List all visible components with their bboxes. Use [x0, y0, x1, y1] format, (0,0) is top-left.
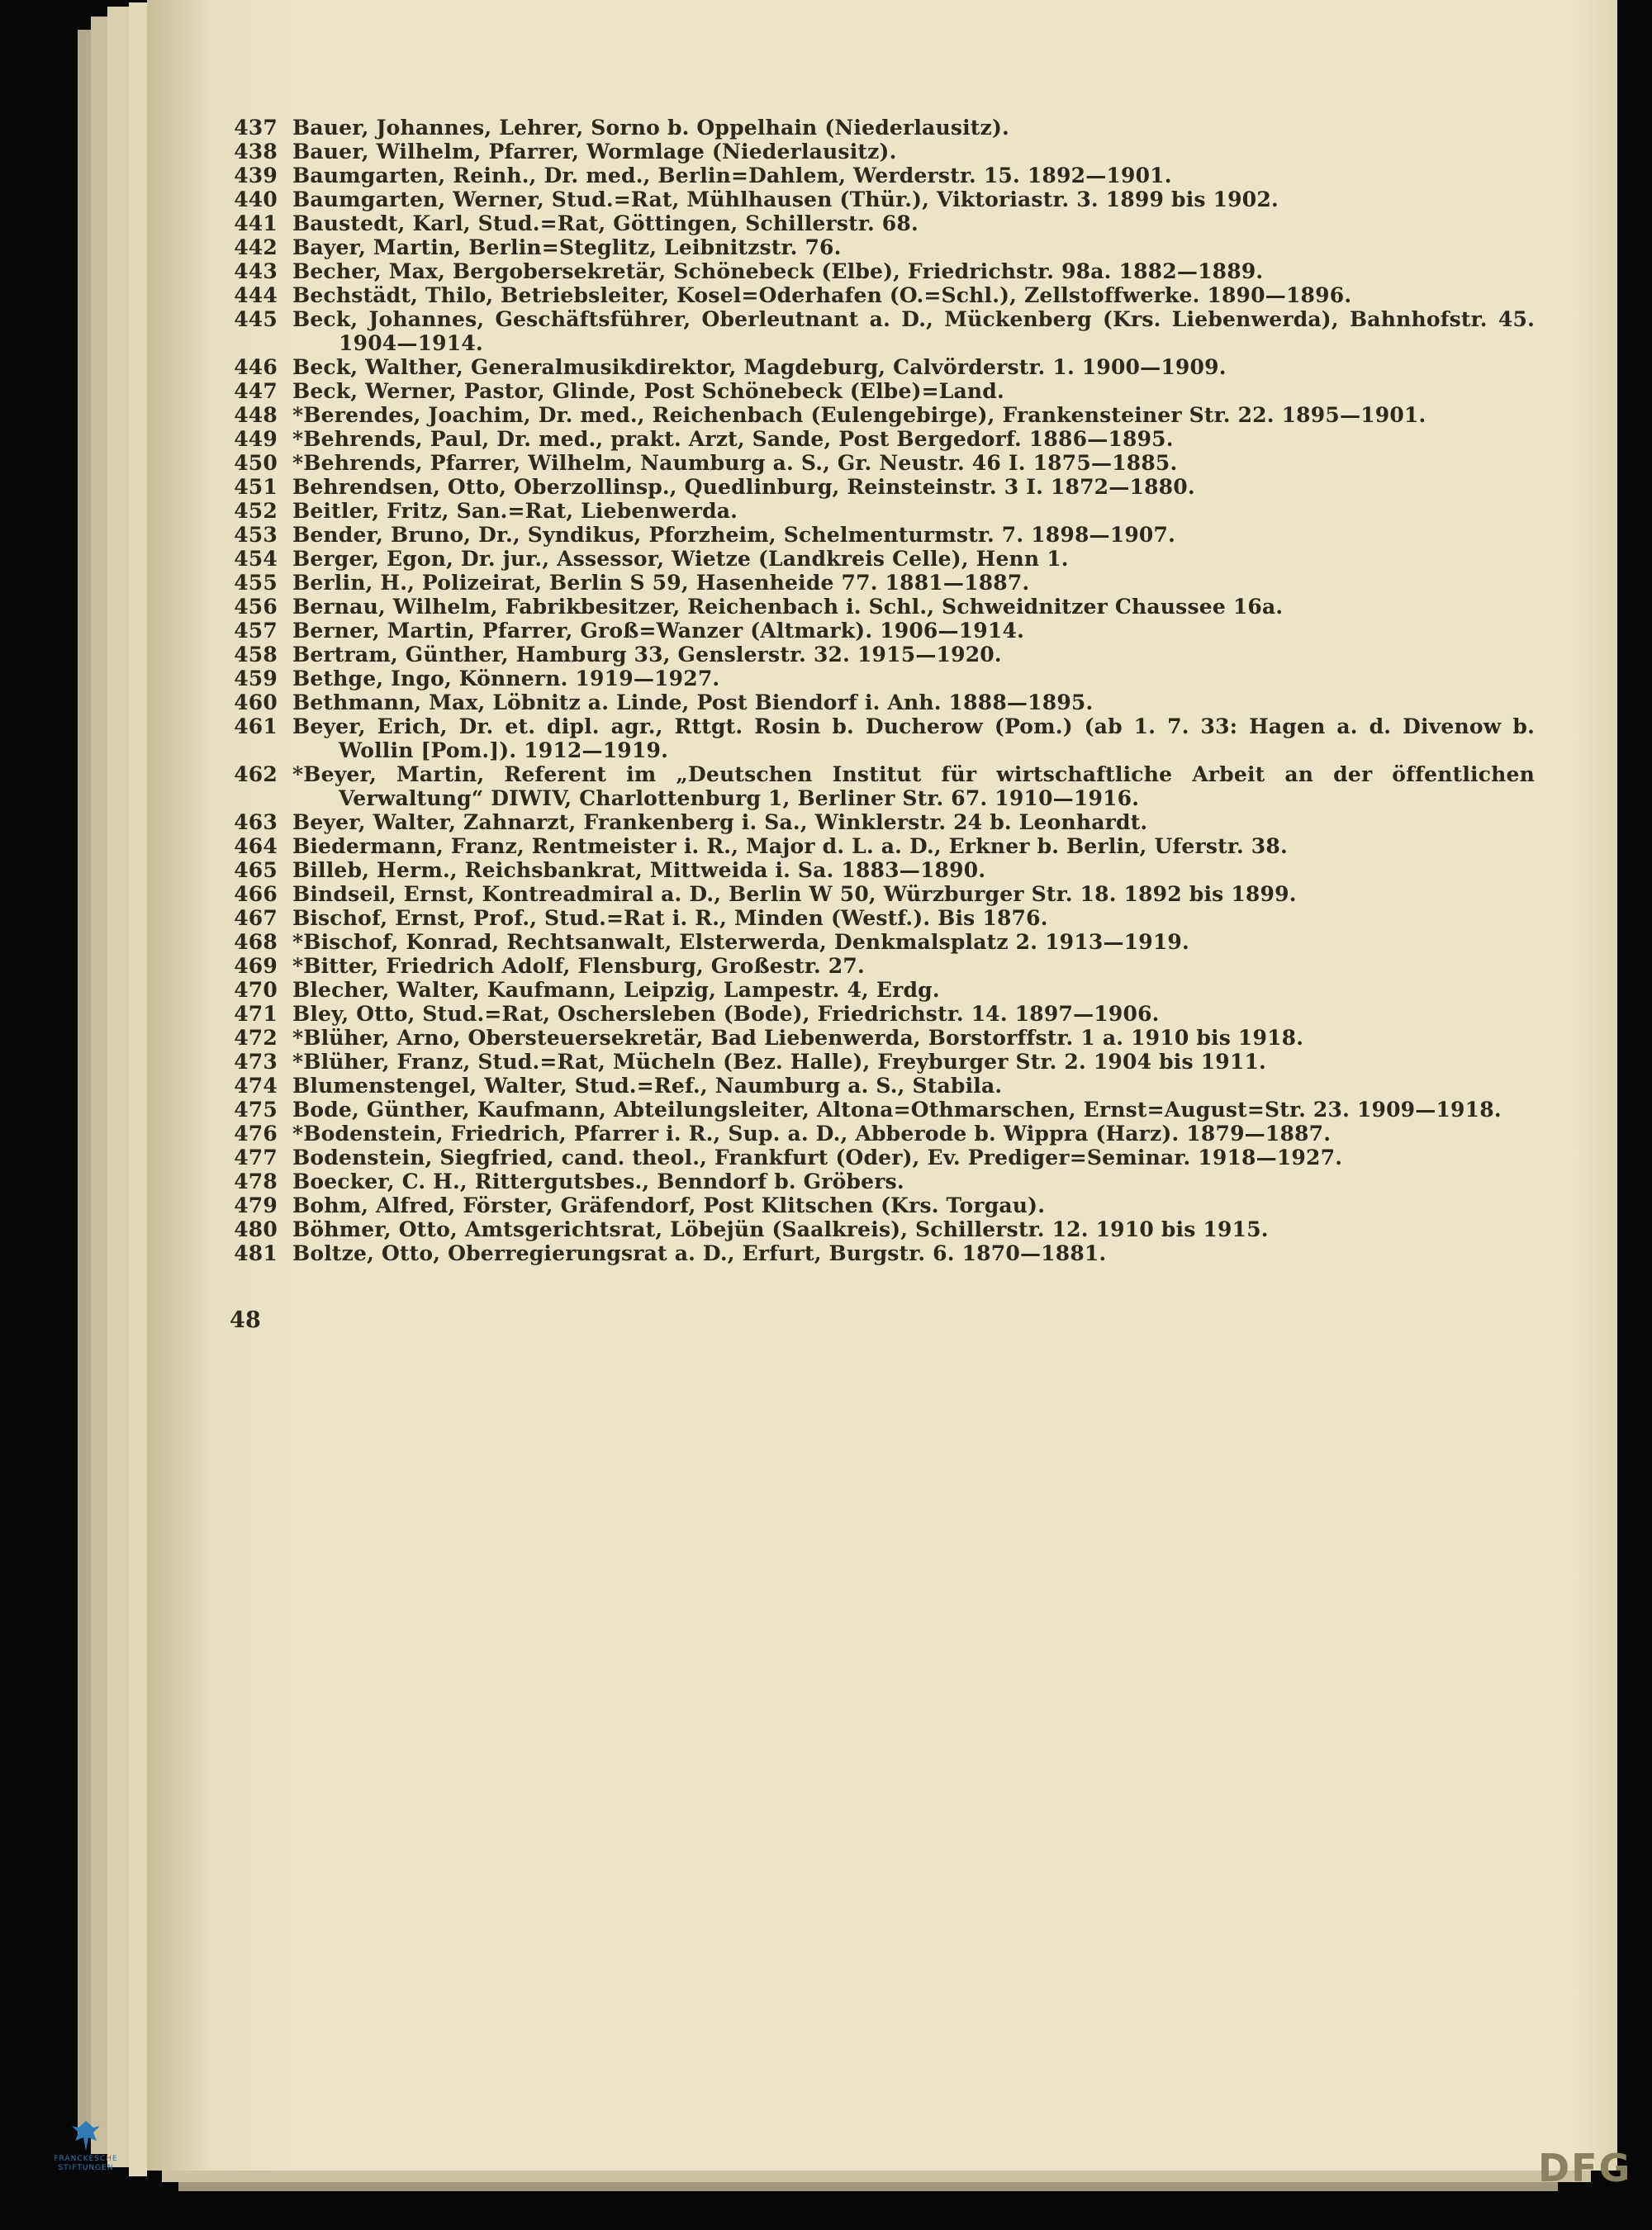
entry-number: 458	[234, 643, 278, 667]
entry-text: Bley, Otto, Stud.=Rat, Oschersleben (Bode), Friedrichstr. 14. 1897—1906.	[292, 1002, 1160, 1026]
entry-number: 464	[234, 834, 278, 858]
entry-text: Becher, Max, Bergobersekretär, Schönebeck (Elbe), Friedrichstr. 98a. 1882—1889.	[292, 259, 1264, 283]
entry-number: 448	[234, 403, 278, 427]
entry-text: Boecker, C. H., Rittergutsbes., Benndorf b. Gröbers.	[292, 1170, 904, 1193]
entry-number: 478	[234, 1170, 278, 1193]
entry-number: 455	[234, 571, 278, 595]
entry-number: 454	[234, 547, 278, 571]
entry-text: Böhmer, Otto, Amtsgerichtsrat, Löbejün (Saalkreis), Schillerstr. 12. 1910 bis 1915.	[292, 1217, 1269, 1241]
directory-entry	[230, 690, 1535, 714]
directory-entry	[230, 427, 1535, 451]
directory-entry	[230, 547, 1535, 571]
directory-listing	[230, 116, 1535, 1332]
entry-number: 465	[234, 858, 278, 882]
page-edge-bottom-2	[178, 2182, 1558, 2191]
entry-text: Bode, Günther, Kaufmann, Abteilungsleiter, Altona=Othmarschen, Ernst=August=Str. 23. 1909—1918.	[292, 1098, 1502, 1122]
entry-number: 449	[234, 427, 278, 451]
directory-entry	[230, 451, 1535, 475]
directory-entry	[230, 235, 1535, 259]
page-edge-stack-1	[78, 30, 91, 2137]
directory-entry	[230, 283, 1535, 307]
entry-text: Baumgarten, Werner, Stud.=Rat, Mühlhausen (Thür.), Viktoriastr. 3. 1899 bis 1902.	[292, 187, 1279, 211]
directory-entry	[230, 355, 1535, 379]
entry-number: 467	[234, 906, 278, 930]
entry-number: 475	[234, 1098, 278, 1122]
entry-text: *Bodenstein, Friedrich, Pfarrer i. R., Sup. a. D., Abberode b. Wippra (Harz). 1879—1887.	[292, 1122, 1332, 1146]
entry-number: 445	[234, 307, 278, 331]
entry-number: 437	[234, 116, 278, 140]
entry-text: *Bischof, Konrad, Rechtsanwalt, Elsterwerda, Denkmalsplatz 2. 1913—1919.	[292, 930, 1189, 954]
scanned-book-page	[147, 0, 1617, 2171]
entry-number: 463	[234, 810, 278, 834]
entry-number: 438	[234, 140, 278, 164]
directory-entry	[230, 475, 1535, 499]
directory-entry	[230, 1241, 1535, 1265]
entry-number: 473	[234, 1050, 278, 1074]
directory-entry	[230, 667, 1535, 690]
directory-entry	[230, 187, 1535, 211]
directory-entry	[230, 978, 1535, 1002]
directory-entry	[230, 1098, 1535, 1122]
directory-entry	[230, 882, 1535, 906]
entry-number: 462	[234, 762, 278, 786]
library-emblem-icon	[69, 2119, 103, 2152]
entry-text: Bauer, Wilhelm, Pfarrer, Wormlage (Niederlausitz).	[292, 140, 897, 164]
directory-entry	[230, 834, 1535, 858]
entry-text: Beyer, Walter, Zahnarzt, Frankenberg i. Sa., Winklerstr. 24 b. Leonhardt.	[292, 810, 1148, 834]
directory-entry	[230, 1002, 1535, 1026]
directory-entry	[230, 930, 1535, 954]
entry-list	[230, 116, 1535, 1265]
entry-text: Bethmann, Max, Löbnitz a. Linde, Post Biendorf i. Anh. 1888—1895.	[292, 690, 1094, 714]
entry-text: *Bitter, Friedrich Adolf, Flensburg, Großestr. 27.	[292, 954, 865, 978]
directory-entry	[230, 762, 1535, 810]
directory-entry	[230, 643, 1535, 667]
entry-text: Bayer, Martin, Berlin=Steglitz, Leibnitzstr. 76.	[292, 235, 842, 259]
entry-number: 442	[234, 235, 278, 259]
entry-number: 451	[234, 475, 278, 499]
entry-number: 446	[234, 355, 278, 379]
entry-text: Bodenstein, Siegfried, cand. theol., Frankfurt (Oder), Ev. Prediger=Seminar. 1918—1927.	[292, 1146, 1343, 1170]
entry-text: Boltze, Otto, Oberregierungsrat a. D., Erfurt, Burgstr. 6. 1870—1881.	[292, 1241, 1107, 1265]
directory-entry	[230, 1146, 1535, 1170]
entry-number: 470	[234, 978, 278, 1002]
entry-text: Billeb, Herm., Reichsbankrat, Mittweida i. Sa. 1883—1890.	[292, 858, 986, 882]
entry-text: Bohm, Alfred, Förster, Gräfendorf, Post Klitschen (Krs. Torgau).	[292, 1193, 1046, 1217]
entry-text: Berner, Martin, Pfarrer, Groß=Wanzer (Altmark). 1906—1914.	[292, 619, 1024, 643]
directory-entry	[230, 259, 1535, 283]
page-edge-bottom-1	[162, 2171, 1591, 2182]
page-edge-stack-3	[107, 7, 129, 2167]
entry-number: 472	[234, 1026, 278, 1050]
entry-number: 477	[234, 1146, 278, 1170]
entry-text: Berlin, H., Polizeirat, Berlin S 59, Hasenheide 77. 1881—1887.	[292, 571, 1030, 595]
directory-entry	[230, 1050, 1535, 1074]
entry-number: 440	[234, 187, 278, 211]
entry-text: Beitler, Fritz, San.=Rat, Liebenwerda.	[292, 499, 738, 523]
entry-text: Bechstädt, Thilo, Betriebsleiter, Kosel=Oderhafen (O.=Schl.), Zellstoffwerke. 1890—1896.	[292, 283, 1352, 307]
entry-text: Beck, Johannes, Geschäftsführer, Oberleutnant a. D., Mückenberg (Krs. Liebenwerda), Bahnhofstr. 45. 1904—1914.	[292, 307, 1535, 355]
directory-entry	[230, 116, 1535, 140]
entry-text: *Beyer, Martin, Referent im „Deutschen Institut für wirtschaftliche Arbeit an der öffentlichen Verwaltung“ DIWIV, Charlottenburg 1, Berliner Str. 67. 1910—1916.	[292, 762, 1535, 810]
entry-number: 452	[234, 499, 278, 523]
directory-entry	[230, 1122, 1535, 1146]
directory-entry	[230, 714, 1535, 762]
page-edge-stack-2	[91, 17, 107, 2154]
page-number: 48	[230, 1307, 261, 1333]
entry-number: 468	[234, 930, 278, 954]
library-logo-line2: STIFTUNGEN	[58, 2164, 114, 2172]
directory-entry	[230, 858, 1535, 882]
entry-text: *Blüher, Arno, Obersteuersekretär, Bad Liebenwerda, Borstorffstr. 1 a. 1910 bis 1918.	[292, 1026, 1304, 1050]
entry-text: Baustedt, Karl, Stud.=Rat, Göttingen, Schillerstr. 68.	[292, 211, 919, 235]
entry-number: 479	[234, 1193, 278, 1217]
entry-text: Berger, Egon, Dr. jur., Assessor, Wietze (Landkreis Celle), Henn 1.	[292, 547, 1069, 571]
entry-text: Beck, Werner, Pastor, Glinde, Post Schönebeck (Elbe)=Land.	[292, 379, 1004, 403]
entry-number: 471	[234, 1002, 278, 1026]
entry-number: 474	[234, 1074, 278, 1098]
entry-text: Bischof, Ernst, Prof., Stud.=Rat i. R., Minden (Westf.). Bis 1876.	[292, 906, 1048, 930]
entry-number: 439	[234, 164, 278, 187]
entry-text: Blumenstengel, Walter, Stud.=Ref., Naumburg a. S., Stabila.	[292, 1074, 1003, 1098]
entry-number: 441	[234, 211, 278, 235]
directory-entry	[230, 1074, 1535, 1098]
entry-number: 444	[234, 283, 278, 307]
entry-text: Bertram, Günther, Hamburg 33, Genslerstr. 32. 1915—1920.	[292, 643, 1002, 667]
directory-entry	[230, 499, 1535, 523]
entry-text: *Behrends, Pfarrer, Wilhelm, Naumburg a. S., Gr. Neustr. 46 I. 1875—1885.	[292, 451, 1178, 475]
directory-entry	[230, 307, 1535, 355]
library-logo-line1: FRANCKESCHE	[54, 2155, 118, 2163]
entry-number: 469	[234, 954, 278, 978]
entry-number: 456	[234, 595, 278, 619]
entry-text: Beyer, Erich, Dr. et. dipl. agr., Rttgt. Rosin b. Ducherow (Pom.) (ab 1. 7. 33: Hagen a. d. Divenow b. Wollin [Pom.]). 1912—1919.	[292, 714, 1535, 762]
directory-entry	[230, 211, 1535, 235]
directory-entry	[230, 523, 1535, 547]
entry-number: 447	[234, 379, 278, 403]
directory-entry	[230, 1193, 1535, 1217]
directory-entry	[230, 571, 1535, 595]
entry-text: Bender, Bruno, Dr., Syndikus, Pforzheim, Schelmenturmstr. 7. 1898—1907.	[292, 523, 1176, 547]
entry-text: Behrendsen, Otto, Oberzollinsp., Quedlinburg, Reinsteinstr. 3 I. 1872—1880.	[292, 475, 1195, 499]
directory-entry	[230, 906, 1535, 930]
page-edge-stack-4	[129, 2, 147, 2176]
entry-number: 460	[234, 690, 278, 714]
directory-entry	[230, 140, 1535, 164]
directory-entry	[230, 1217, 1535, 1241]
entry-text: Bindseil, Ernst, Kontreadmiral a. D., Berlin W 50, Würzburger Str. 18. 1892 bis 1899.	[292, 882, 1297, 906]
directory-entry	[230, 595, 1535, 619]
entry-text: Beck, Walther, Generalmusikdirektor, Magdeburg, Calvörderstr. 1. 1900—1909.	[292, 355, 1227, 379]
directory-entry	[230, 954, 1535, 978]
dfg-logo: DFG	[1538, 2146, 1632, 2190]
entry-number: 450	[234, 451, 278, 475]
directory-entry	[230, 403, 1535, 427]
entry-text: *Berendes, Joachim, Dr. med., Reichenbach (Eulengebirge), Frankensteiner Str. 22. 1895—1901.	[292, 403, 1427, 427]
directory-entry	[230, 810, 1535, 834]
entry-text: Baumgarten, Reinh., Dr. med., Berlin=Dahlem, Werderstr. 15. 1892—1901.	[292, 164, 1172, 187]
entry-text: Blecher, Walter, Kaufmann, Leipzig, Lampestr. 4, Erdg.	[292, 978, 940, 1002]
entry-text: Biedermann, Franz, Rentmeister i. R., Major d. L. a. D., Erkner b. Berlin, Uferstr. 38.	[292, 834, 1288, 858]
entry-number: 476	[234, 1122, 278, 1146]
entry-number: 466	[234, 882, 278, 906]
entry-text: Bethge, Ingo, Könnern. 1919—1927.	[292, 667, 720, 690]
entry-number: 480	[234, 1217, 278, 1241]
directory-entry	[230, 1170, 1535, 1193]
entry-text: Bauer, Johannes, Lehrer, Sorno b. Oppelhain (Niederlausitz).	[292, 116, 1009, 140]
entry-number: 461	[234, 714, 278, 738]
library-logo	[36, 2119, 135, 2173]
entry-text: *Behrends, Paul, Dr. med., prakt. Arzt, Sande, Post Bergedorf. 1886—1895.	[292, 427, 1174, 451]
directory-entry	[230, 379, 1535, 403]
entry-number: 481	[234, 1241, 278, 1265]
entry-number: 443	[234, 259, 278, 283]
directory-entry	[230, 619, 1535, 643]
directory-entry	[230, 1026, 1535, 1050]
entry-number: 457	[234, 619, 278, 643]
entry-text: *Blüher, Franz, Stud.=Rat, Mücheln (Bez. Halle), Freyburger Str. 2. 1904 bis 1911.	[292, 1050, 1266, 1074]
directory-entry	[230, 164, 1535, 187]
entry-text: Bernau, Wilhelm, Fabrikbesitzer, Reichenbach i. Schl., Schweidnitzer Chaussee 16a.	[292, 595, 1284, 619]
entry-number: 459	[234, 667, 278, 690]
entry-number: 453	[234, 523, 278, 547]
